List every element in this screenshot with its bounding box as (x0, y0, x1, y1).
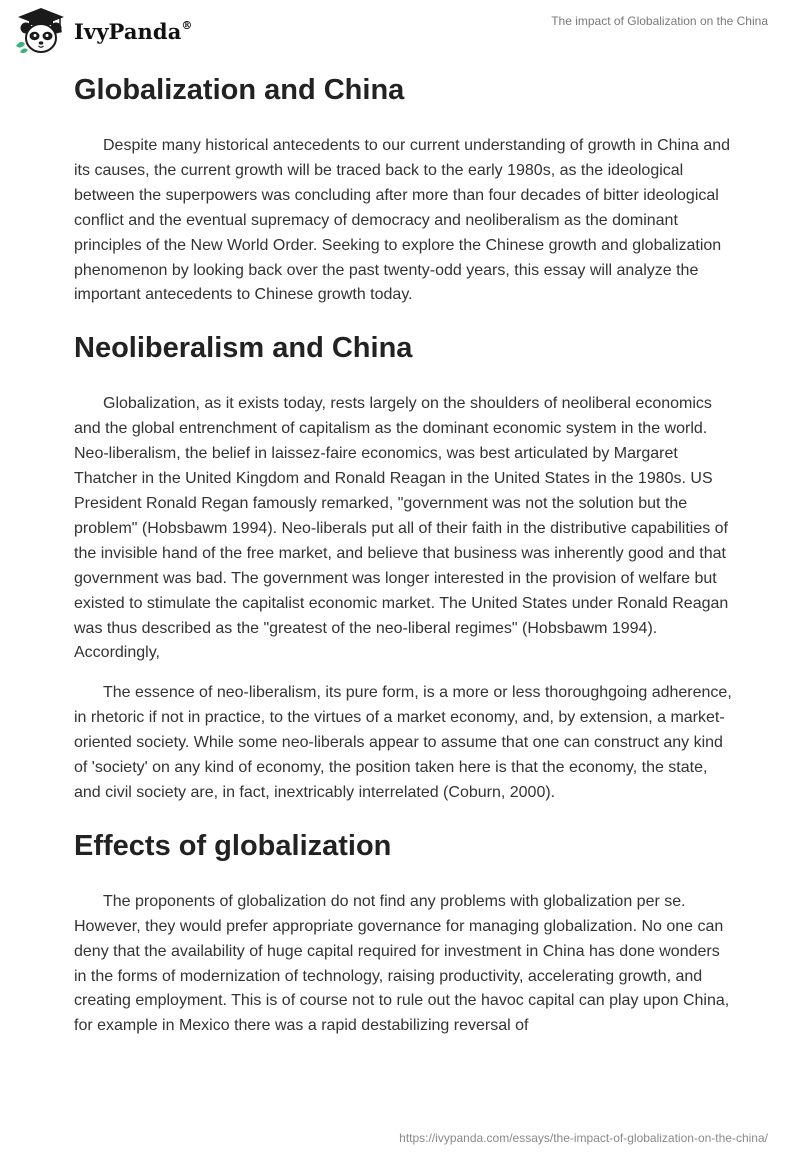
section-heading: Globalization and China (74, 74, 405, 106)
page-header (0, 0, 800, 62)
essay-content (74, 70, 734, 1039)
section-neoliberalism-and-china (74, 328, 734, 806)
ivypanda-logo[interactable] (14, 6, 193, 56)
brand-name (74, 19, 193, 44)
document-title: The impact of Globalization on the China (551, 14, 768, 28)
paragraph: Despite many historical antecedents to our current understanding of growth in China and its causes, the current growth will be traced back to the early 1980s, as the ideological between the superpowers was concluding after more than four decades of bitter ideological conflict and the eventual supremacy of democracy and neoliberalism as the dominant principles of the New World Order. Seeking to explore the Chinese growth and globalization phenomenon by looking back over the past twenty-odd years, this essay will analyze the important antecedents to Chinese growth today. (74, 137, 731, 304)
section-globalization-and-china (74, 70, 734, 308)
source-url[interactable]: https://ivypanda.com/essays/the-impact-of-globalization-on-the-china/ (399, 1131, 768, 1145)
block-quote-paragraph: The essence of neo-liberalism, its pure form, is a more or less thoroughgoing adherence, in rhetoric if not in practice, to the virtues of a market economy, and, by extension, a market-oriented society. While some neo-liberals appear to assume that one can construct any kind of 'society' on any kind of economy, the position taken here is that the economy, the state, and civil society are, in fact, inextricably interrelated (Coburn, 2000). (74, 684, 732, 801)
paragraph: Globalization, as it exists today, rests largely on the shoulders of neoliberal economics and the global entrenchment of capitalism as the dominant economic system in the world. Neo-liberalism, the belief in laissez-faire economics, was best articulated by Margaret Thatcher in the United Kingdom and Ronald Reagan in the United States in the 1980s. US President Ronald Regan famously remarked, "government was not the solution but the problem" (Hobsbawm 1994). Neo-liberals put all of their faith in the distributive capabilities of the invisible hand of the free market, and believe that business was inherently good and that government was bad. The government was longer interested in the provision of welfare but existed to stimulate the capitalist economic market. The United States under Ronald Reagan was thus described as the "greatest of the neo-liberal regimes" (Hobsbawm 1994). Accordingly, (74, 395, 729, 662)
registered-mark: ® (181, 18, 193, 32)
section-effects-of-globalization (74, 826, 734, 1039)
section-heading: Effects of globalization (74, 829, 392, 862)
paragraph: The proponents of globalization do not find any problems with globalization per se. However, they would prefer appropriate governance for managing globalization. No one can deny that the availability of huge capital required for investment in China has done wonders in the forms of modernization of technology, raising productivity, accelerating growth, and creating employment. This is of course not to rule out the havoc capital can play upon China, for example in Mexico there was a rapid destabilizing reversal of (74, 892, 730, 1035)
section-heading: Neoliberalism and China (74, 332, 413, 365)
brand-name-text: IvyPanda (74, 18, 182, 44)
panda-graduate-icon (14, 6, 68, 56)
